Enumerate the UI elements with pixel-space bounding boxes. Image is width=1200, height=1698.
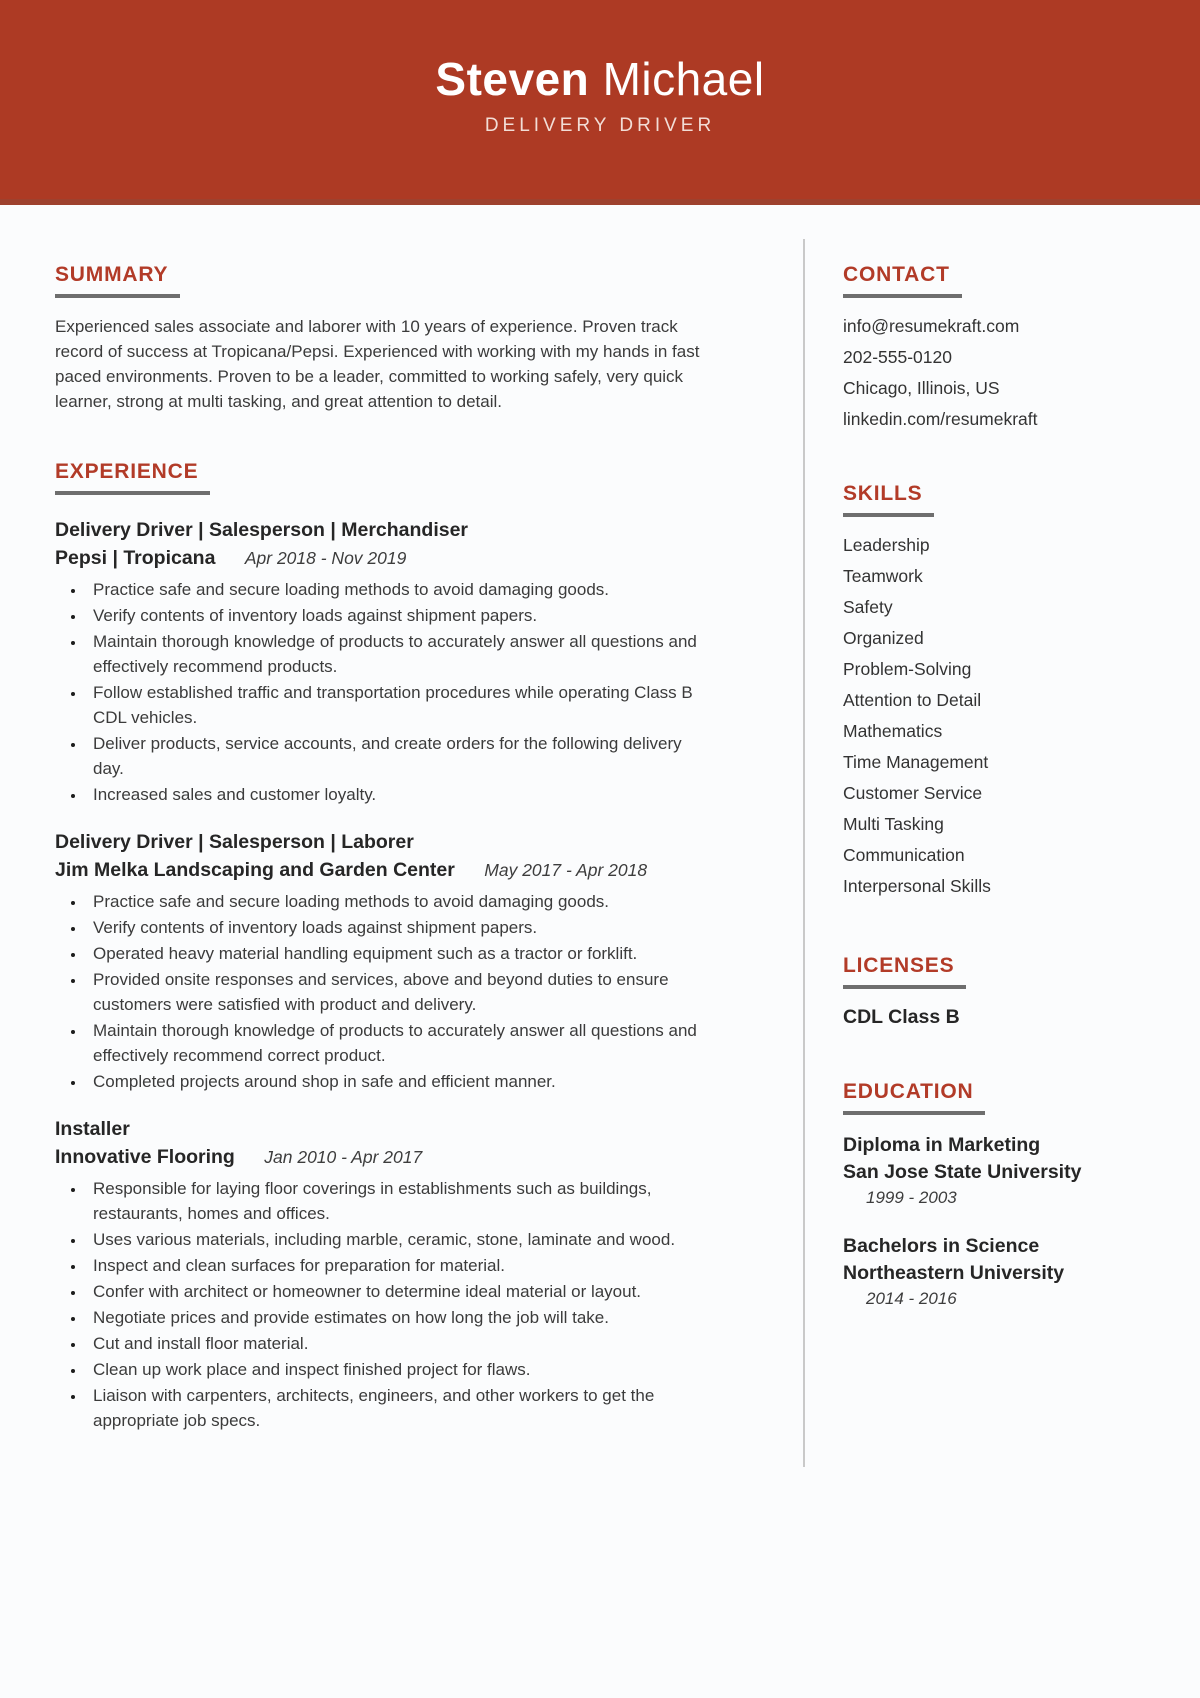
contact-list [843,311,1155,435]
job-company-line [55,544,705,572]
job-bullet: • Inspect and clean surfaces for preparation for material. [86,1253,705,1278]
contact-phone: 202-555-0120 [843,347,952,367]
job-bullet: • Uses various materials, including marble, ceramic, stone, laminate and wood. [86,1227,705,1252]
job-bullet-list [55,889,705,1094]
page-title [0,0,1200,106]
main-column [55,263,705,1467]
education-degree: Diploma in Marketing [843,1134,1041,1156]
skill-item: Safety [843,597,893,617]
job-bullet: • Confer with architect or homeowner to determine ideal material or layout. [86,1279,705,1304]
skill-item: Teamwork [843,566,923,586]
skill-item: Communication [843,845,965,865]
job-bullet: • Increased sales and customer loyalty. [86,782,705,807]
skill-item: Multi Tasking [843,814,944,834]
job-title-line: Delivery Driver | Salesperson | Laborer [55,831,414,853]
skill-item: Customer Service [843,783,983,803]
skill-item: Mathematics [843,721,943,741]
contact-linkedin: linkedin.com/resumekraft [843,409,1038,429]
job-bullet: • Liaison with carpenters, architects, engineers, and other workers to get the appropriate job specs. [86,1383,705,1433]
job-bullet: • Completed projects around shop in safe and efficient manner. [86,1069,705,1094]
company-name: Jim Melka Landscaping and Garden Center [55,859,455,881]
job-entry [55,828,705,1094]
skill-item: Attention to Detail [843,690,982,710]
skill-item: Interpersonal Skills [843,876,991,896]
company-name: Pepsi | Tropicana [55,547,216,569]
skill-item: Problem-Solving [843,659,972,679]
first-name: Steven [435,53,590,105]
skills-list [843,530,1155,902]
education-entry [843,1132,1155,1208]
job-bullet: • Maintain thorough knowledge of products to accurately answer all questions and effectively recommend correct product. [86,1018,705,1068]
licenses-heading: LICENSES [843,954,966,989]
header-banner [0,0,1200,205]
job-bullet: • Practice safe and secure loading methods to avoid damaging goods. [86,889,705,914]
education-dates: 1999 - 2003 [866,1188,957,1207]
job-bullet: • Cut and install floor material. [86,1331,705,1356]
skill-item: Leadership [843,535,930,555]
education-dates: 2014 - 2016 [866,1289,957,1308]
skills-section [843,482,1155,902]
job-bullet: • Follow established traffic and transportation procedures while operating Class B CDL vehicles. [86,680,705,730]
job-bullet: • Practice safe and secure loading methods to avoid damaging goods. [86,577,705,602]
contact-heading: CONTACT [843,263,962,298]
job-bullet: • Clean up work place and inspect finished project for flaws. [86,1357,705,1382]
job-bullet: • Provided onsite responses and services, above and beyond duties to ensure customers were satisfied with product and delivery. [86,967,705,1017]
job-bullet-list [55,1176,705,1433]
job-bullet: • Maintain thorough knowledge of products to accurately answer all questions and effectively recommend products. [86,629,705,679]
resume-body [0,205,1200,1467]
contact-section [843,263,1155,435]
job-bullet: • Deliver products, service accounts, and create orders for the following delivery day. [86,731,705,781]
contact-email: info@resumekraft.com [843,316,1020,336]
side-column [843,263,1155,1467]
job-bullet: • Verify contents of inventory loads against shipment papers. [86,603,705,628]
license-item: CDL Class B [843,1006,960,1028]
job-bullet: • Verify contents of inventory loads against shipment papers. [86,915,705,940]
job-company-line [55,1143,705,1171]
education-heading: EDUCATION [843,1080,985,1115]
education-entry [843,1233,1155,1309]
summary-section [55,263,705,414]
job-dates: May 2017 - Apr 2018 [484,860,648,880]
job-dates: Apr 2018 - Nov 2019 [244,548,407,568]
job-dates: Jan 2010 - Apr 2017 [264,1147,423,1167]
job-title: DELIVERY DRIVER [484,115,716,136]
job-bullet-list [55,577,705,807]
job-title-line: Installer [55,1118,130,1140]
experience-heading: EXPERIENCE [55,460,210,495]
summary-text: Experienced sales associate and laborer with 10 years of experience. Proven track record of success at Tropicana/Pepsi. Experienced with working with my hands in fast paced environments. Proven to be a leader, committed to working safely, very quick learner, strong at multi tasking, and great attention to detail. [55,317,700,411]
education-degree: Bachelors in Science [843,1235,1040,1257]
job-company-line [55,856,705,884]
job-entry [55,516,705,807]
company-name: Innovative Flooring [55,1146,235,1168]
skills-heading: SKILLS [843,482,934,517]
skill-item: Time Management [843,752,989,772]
education-section [843,1080,1155,1309]
summary-heading: SUMMARY [55,263,180,298]
job-bullet: • Responsible for laying floor coverings in establishments such as buildings, restaurants, homes and offices. [86,1176,705,1226]
contact-location: Chicago, Illinois, US [843,378,1000,398]
last-name: Michael [602,53,765,105]
education-school: San Jose State University [843,1161,1082,1183]
experience-section [55,460,705,1433]
job-bullet: • Operated heavy material handling equipment such as a tractor or forklift. [86,941,705,966]
column-divider [803,239,805,1467]
skill-item: Organized [843,628,924,648]
education-school: Northeastern University [843,1262,1065,1284]
job-title-line: Delivery Driver | Salesperson | Merchandiser [55,519,469,541]
job-bullet: • Negotiate prices and provide estimates on how long the job will take. [86,1305,705,1330]
job-entry [55,1115,705,1433]
licenses-section [843,954,1155,1029]
